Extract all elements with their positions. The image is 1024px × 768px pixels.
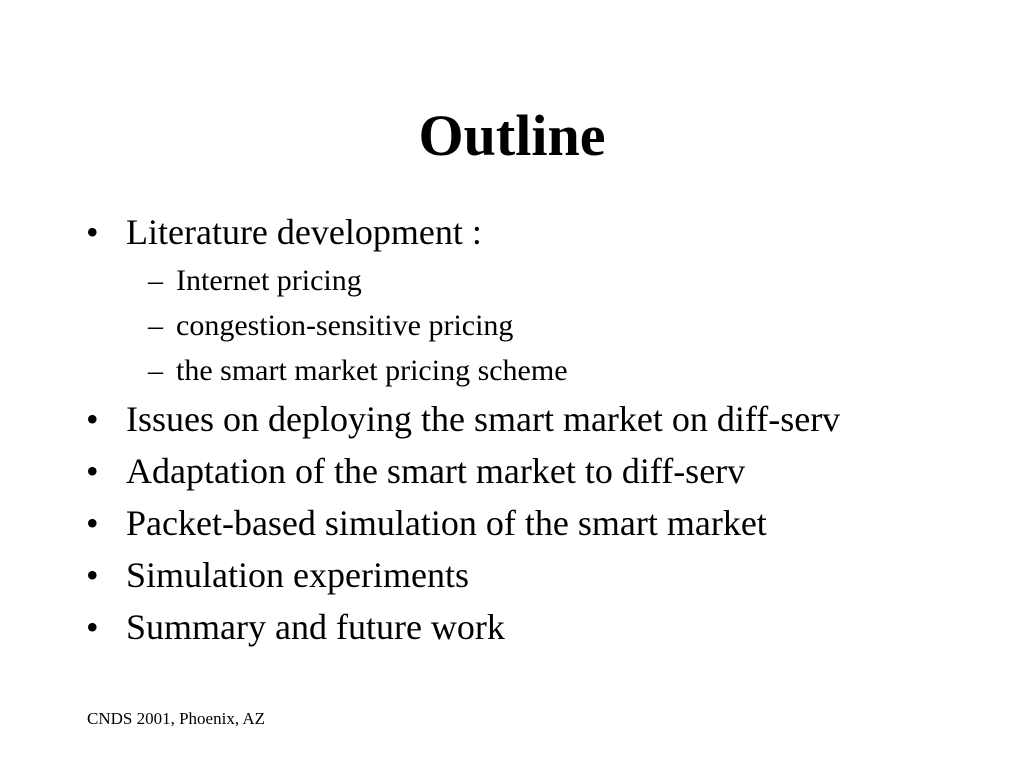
sub-bullet-item (131, 258, 1006, 303)
bullet-text: Adaptation of the smart market to diff-serv (126, 451, 746, 491)
bullet-dot-icon: • (86, 607, 99, 647)
bullet-text: Packet-based simulation of the smart market (126, 503, 767, 543)
sub-bullet-item (131, 303, 1006, 348)
bullet-list (86, 206, 1006, 653)
dash-icon: – (148, 354, 163, 387)
bullet-item (86, 445, 1006, 497)
dash-icon: – (148, 309, 163, 342)
bullet-item (86, 393, 1006, 445)
sub-bullet-text: congestion-sensitive pricing (176, 309, 514, 342)
sub-bullet-item (131, 348, 1006, 393)
bullet-dot-icon: • (86, 399, 99, 439)
bullet-dot-icon: • (86, 451, 99, 491)
sub-bullet-text: the smart market pricing scheme (176, 354, 568, 387)
bullet-item (86, 206, 1006, 393)
bullet-text: Issues on deploying the smart market on diff-serv (126, 399, 841, 439)
bullet-text: Summary and future work (126, 607, 505, 647)
sub-bullet-text: Internet pricing (176, 264, 362, 297)
dash-icon: – (148, 264, 163, 297)
bullet-dot-icon: • (86, 212, 99, 252)
bullet-item (86, 497, 1006, 549)
sub-bullet-list (131, 258, 1006, 393)
bullet-item (86, 601, 1006, 653)
bullet-text: Literature development : (126, 212, 482, 252)
bullet-text: Simulation experiments (126, 555, 469, 595)
bullet-dot-icon: • (86, 555, 99, 595)
bullet-item (86, 549, 1006, 601)
bullet-dot-icon: • (86, 503, 99, 543)
slide-footer: CNDS 2001, Phoenix, AZ (87, 709, 266, 728)
slide-title: Outline (418, 103, 606, 168)
